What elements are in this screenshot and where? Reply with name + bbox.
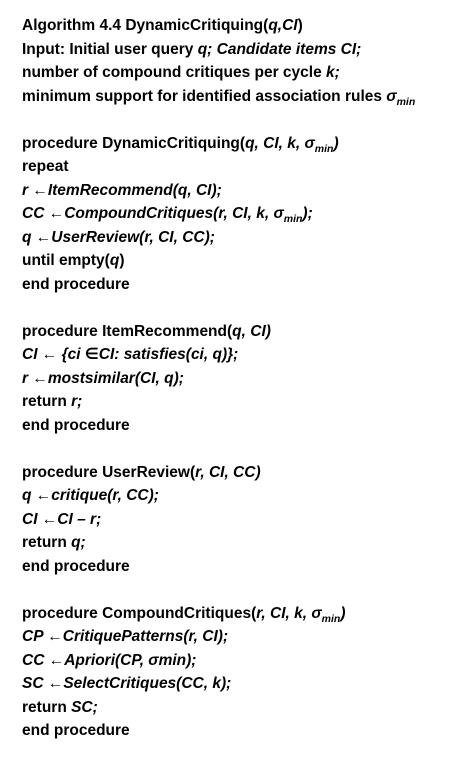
procedure-args: q, CI <box>232 322 266 340</box>
return-line <box>22 696 458 720</box>
end-procedure: end procedure <box>22 722 130 739</box>
item-recommend-header <box>22 320 458 344</box>
return-keyword: return <box>22 393 72 410</box>
select-critiques-step: SC ←SelectCritiques(CC, k); <box>22 675 232 692</box>
algorithm-title <box>22 14 458 38</box>
procedure-close: ) <box>333 134 339 152</box>
sigma-symbol: σ <box>273 205 284 222</box>
procedure-keyword: procedure ItemRecommend( <box>22 322 233 340</box>
step-text: CC ←CompoundCritiques(r, CI, k, <box>22 205 274 222</box>
return-value: q; <box>71 534 86 551</box>
user-review-step: q ←UserReview(r, CI, CC); <box>22 228 215 246</box>
return-line <box>22 531 458 555</box>
sigma-symbol: σ <box>311 604 322 622</box>
user-review-header <box>22 461 458 485</box>
return-keyword: return <box>22 534 72 551</box>
procedure-keyword: procedure UserReview( <box>22 463 196 481</box>
until-var: q <box>109 252 120 269</box>
procedure-args: q, CI, k, <box>245 134 305 152</box>
procedure-args: r, CI, k, <box>256 604 312 622</box>
k-variable: k; <box>326 64 340 81</box>
procedure-keyword: procedure DynamicCritiquing( <box>22 134 246 152</box>
sigma-subscript: min <box>314 142 334 155</box>
sigma-description: minimum support for identified association rules <box>22 87 387 105</box>
procedure-close: ) <box>255 463 261 481</box>
sigma-subscript: min <box>396 95 416 108</box>
end-procedure: end procedure <box>22 416 130 434</box>
k-description: number of compound critiques per cycle <box>22 64 327 81</box>
dynamic-critiquing-header <box>22 132 458 156</box>
item-recommend-step: r ←ItemRecommend(q, CI); <box>22 181 222 199</box>
critique-patterns-step: CP ←CritiquePatterns(r, CI); <box>22 628 229 645</box>
procedure-close: ) <box>265 322 271 340</box>
step-close: ); <box>302 205 313 222</box>
algorithm-document <box>22 14 458 743</box>
title-args: q,CI <box>268 17 298 34</box>
title-prefix: Algorithm 4.4 DynamicCritiquing( <box>22 17 269 34</box>
procedure-args: r, CI, CC <box>195 463 256 481</box>
spacer <box>22 437 458 461</box>
compound-critiques-line <box>22 61 458 85</box>
end-procedure: end procedure <box>22 275 130 293</box>
end-procedure: end procedure <box>22 557 130 575</box>
until-line <box>22 249 458 273</box>
spacer <box>22 108 458 132</box>
sigma-subscript: min <box>321 612 341 625</box>
sigma-symbol: σ <box>304 134 315 152</box>
until-close: ) <box>119 252 125 269</box>
spacer <box>22 296 458 320</box>
sigma-subscript: min <box>283 213 303 225</box>
input-query-items: q; Candidate items CI; <box>197 40 362 58</box>
apriori-step: CC ←Apriori(CP, σmin); <box>22 651 197 669</box>
return-value: r; <box>71 393 83 410</box>
input-label: Input: Initial user query <box>22 40 198 58</box>
filter-step: CI ← {ci ∈CI: satisfies(ci, q)}; <box>22 346 239 363</box>
return-value: SC; <box>71 698 98 716</box>
compound-critiques-step <box>22 202 458 226</box>
spacer <box>22 578 458 602</box>
compound-critiques-header <box>22 602 458 626</box>
until-keyword: until empty( <box>22 252 110 269</box>
procedure-close: ) <box>340 604 346 622</box>
title-suffix: ) <box>297 17 303 34</box>
critique-step: q ←critique(r, CC); <box>22 487 159 504</box>
remove-item-step: CI ←CI – r; <box>22 510 102 528</box>
sigma-symbol: σ <box>386 87 397 105</box>
input-line <box>22 38 458 62</box>
repeat-line: repeat <box>22 158 69 175</box>
min-support-line <box>22 85 458 109</box>
procedure-keyword: procedure CompoundCritiques( <box>22 604 257 622</box>
return-keyword: return <box>22 698 72 716</box>
most-similar-step: r ←mostsimilar(CI, q); <box>22 369 184 387</box>
return-line <box>22 390 458 414</box>
